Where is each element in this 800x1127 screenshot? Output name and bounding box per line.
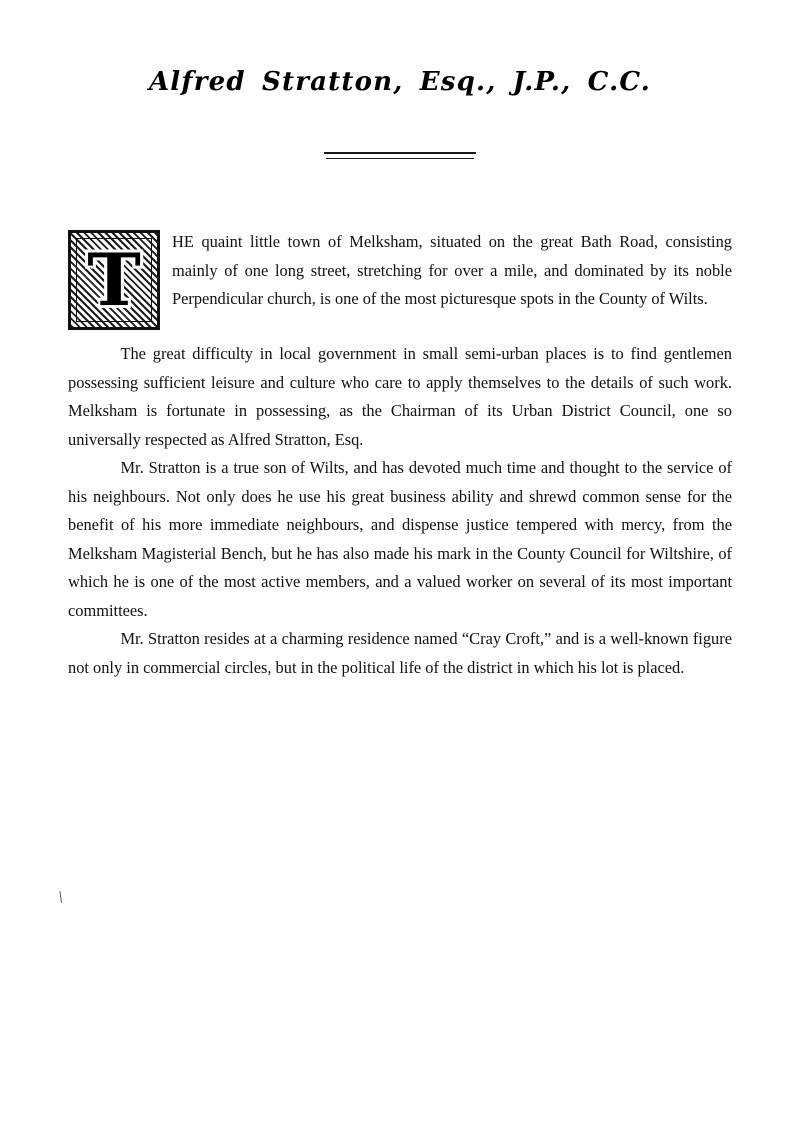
article-body xyxy=(68,228,732,682)
paragraph-intro: HE quaint little town of Melksham, situated on the great Bath Road, consisting mainly of one long street, stretching for over a mile, and dominated by its noble Perpendicular church, is one of the most picturesque spots in the County of Wilts. xyxy=(172,232,732,308)
first-paragraph-block xyxy=(68,228,732,340)
paragraph-residence: Mr. Stratton resides at a charming residence named “Cray Croft,” and is a well-known figure not only in commercial circles, but in the political life of the district in which his lot is placed. xyxy=(68,629,732,677)
paragraph-local-government: The great difficulty in local government in small semi-urban places is to find gentlemen possessing sufficient leisure and culture who care to apply themselves to the details of such work. Melksham is fortunate in possessing, as the Chairman of its Urban District Council, one so universally respected as Alfred Stratton, Esq. xyxy=(68,344,732,449)
divider-rule-top xyxy=(324,152,476,154)
drop-cap-letter: T xyxy=(87,237,141,322)
page-title: Alfred Stratton, Esq., J.P., C.C. xyxy=(148,67,652,98)
section-divider xyxy=(0,152,800,159)
drop-cap-ornament xyxy=(68,230,160,330)
stray-pen-mark: \ xyxy=(56,887,66,907)
paragraph-son-of-wilts: Mr. Stratton is a true son of Wilts, and has devoted much time and thought to the service of his neighbours. Not only does he use his great business ability and shrewd common sense for the benefit of his more immediate neighbours, and dispense justice tempered with mercy, from the Melksham Magisterial Bench, but he has also made his mark in the County Council for Wiltshire, of which he is one of the most active members, and a valued worker on several of its most important committees. xyxy=(68,458,732,620)
divider-rule-bottom xyxy=(326,158,474,159)
